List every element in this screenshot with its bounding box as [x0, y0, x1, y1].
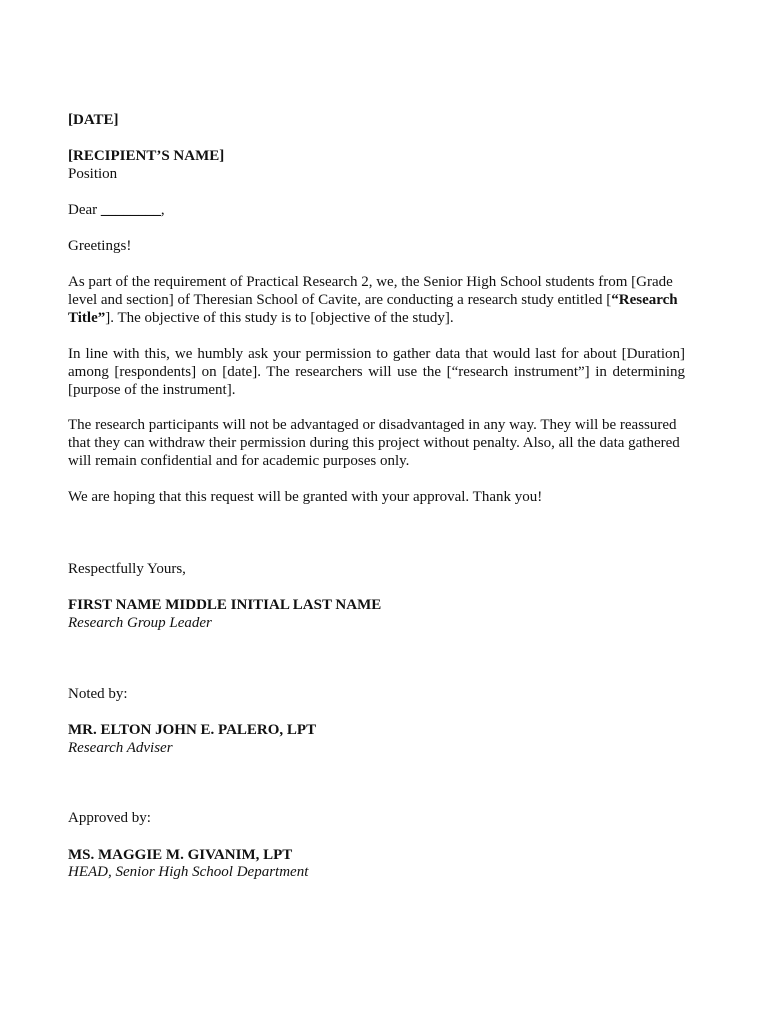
salutation-suffix: , — [160, 202, 165, 218]
leader-role: Research Group Leader — [68, 615, 212, 631]
paragraph-participants: The research participants will not be advantaged or disadvantaged in any way. They will be reassured that they can withdraw their permission during this project without penalty. Also, all the data gathered will remain confidential and for academic purposes only. — [68, 417, 680, 469]
head-name: MS. MAGGIE M. GIVANIM, LPT — [68, 847, 293, 863]
paragraph-intro-text-before: As part of the requirement of Practical Research 2, we, the Senior High School students from [Grade level and section] of Theresian School of Cavite, are conducting a research study entitled [ — [68, 274, 673, 308]
letter-date: [DATE] — [68, 112, 119, 128]
adviser-name: MR. ELTON JOHN E. PALERO, LPT — [68, 722, 317, 738]
adviser-role: Research Adviser — [68, 740, 173, 756]
paragraph-intro — [68, 273, 685, 327]
salutation — [68, 201, 165, 219]
research-title: “Research Title” — [68, 292, 678, 326]
closing: Respectfully Yours, — [68, 561, 186, 577]
paragraph-permission: In line with this, we humbly ask your permission to gather data that would last for about [Duration] among [respondents] on [date]. The researchers will use the [“research instrument”] in determining [purpose of the instrument]. — [68, 346, 685, 398]
greeting: Greetings! — [68, 238, 132, 254]
recipient-name: [RECIPIENT’S NAME] — [68, 148, 225, 164]
paragraph-request: We are hoping that this request will be granted with your approval. Thank you! — [68, 489, 543, 505]
leader-name: FIRST NAME MIDDLE INITIAL LAST NAME — [68, 597, 382, 613]
salutation-blank: ________ — [100, 202, 161, 218]
head-role: HEAD, Senior High School Department — [68, 864, 309, 880]
recipient-position: Position — [68, 166, 118, 182]
approved-by-label: Approved by: — [68, 810, 151, 826]
salutation-prefix: Dear — [68, 202, 101, 218]
paragraph-intro-text-after: ]. The objective of this study is to [objective of the study]. — [105, 310, 454, 326]
noted-by-label: Noted by: — [68, 686, 128, 702]
